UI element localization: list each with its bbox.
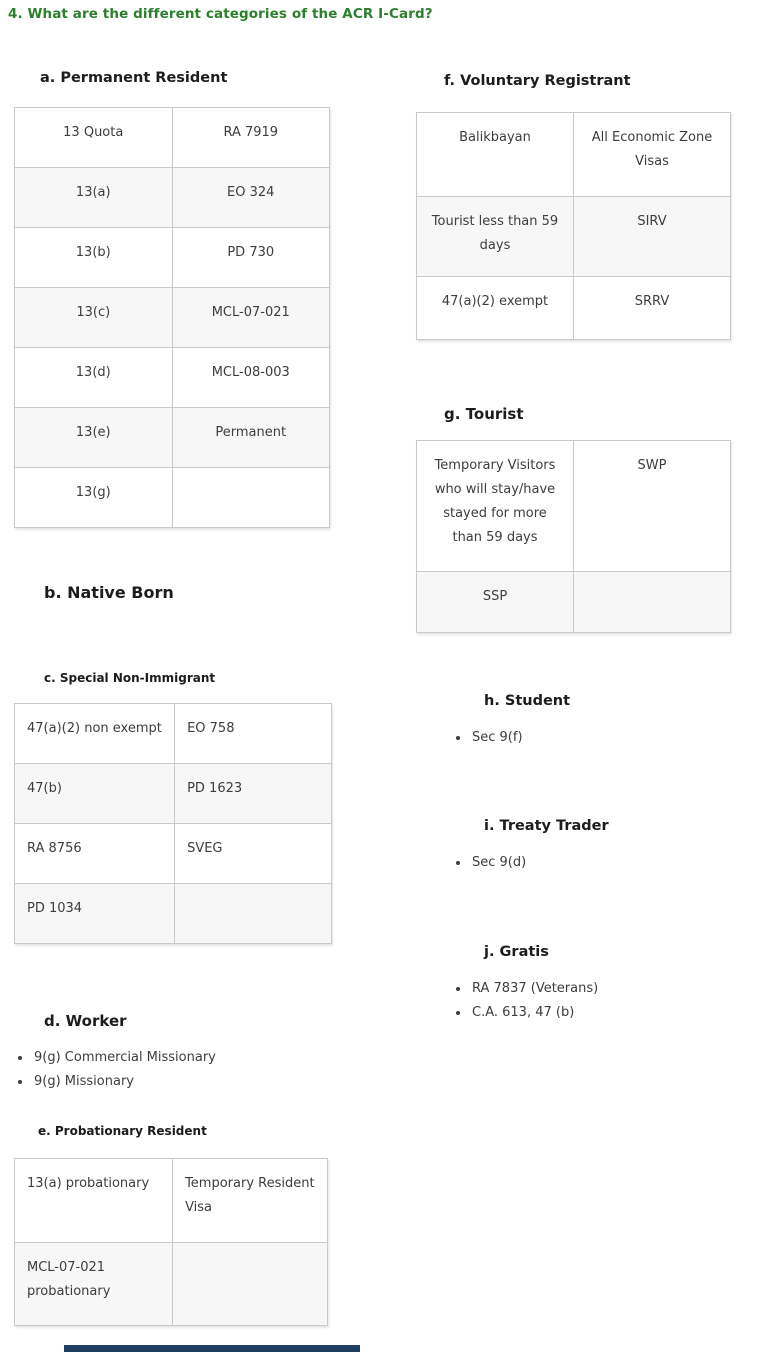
table-row (417, 277, 731, 340)
table-cell: 47(b) (15, 764, 175, 824)
table-cell: RA 8756 (15, 824, 175, 884)
table-row (15, 348, 330, 408)
table-cell: 13(g) (15, 468, 173, 528)
table-row (15, 288, 330, 348)
table-row (15, 824, 332, 884)
table-cell: 13(c) (15, 288, 173, 348)
page-title: 4. What are the different categories of the ACR I-Card? (8, 6, 433, 22)
list-item: • Sec 9(d) (470, 851, 526, 875)
table-row (417, 113, 731, 197)
table-row (417, 572, 731, 633)
table-row (15, 884, 332, 944)
table-cell: Tourist less than 59 days (417, 197, 574, 277)
table-cell: PD 1623 (175, 764, 332, 824)
table-cell: 13(b) (15, 228, 173, 288)
table-row (15, 704, 332, 764)
table-cell (175, 884, 332, 944)
table-cell: Permanent (172, 408, 330, 468)
section-heading-voluntary-registrant: f. Voluntary Registrant (444, 73, 631, 89)
table-cell (574, 572, 731, 633)
table-cell: Temporary Resident Visa (173, 1159, 328, 1243)
table-cell: PD 730 (172, 228, 330, 288)
section-heading-probationary-resident: e. Probationary Resident (38, 1124, 207, 1138)
table-cell: All Economic Zone Visas (574, 113, 731, 197)
table-cell: SVEG (175, 824, 332, 884)
section-heading-worker: d. Worker (44, 1012, 127, 1030)
table-row (15, 468, 330, 528)
worker-bullet-list (14, 1046, 216, 1094)
bottom-bar (64, 1345, 360, 1352)
table-row (417, 441, 731, 572)
list-item: • 9(g) Commercial Missionary (32, 1046, 216, 1070)
table-row (15, 408, 330, 468)
table-row (15, 1243, 328, 1326)
list-item: • Sec 9(f) (470, 726, 523, 750)
table-cell: 13 Quota (15, 108, 173, 168)
section-heading-tourist: g. Tourist (444, 405, 524, 423)
table-cell: 47(a)(2) exempt (417, 277, 574, 340)
table-row (15, 168, 330, 228)
section-heading-treaty-trader: i. Treaty Trader (484, 818, 609, 834)
table-row (417, 197, 731, 277)
table-cell: EO 324 (172, 168, 330, 228)
section-heading-gratis: j. Gratis (484, 944, 549, 960)
table-cell: RA 7919 (172, 108, 330, 168)
list-item: • RA 7837 (Veterans) (470, 977, 598, 1001)
section-heading-special-non-immigrant: c. Special Non-Immigrant (44, 671, 216, 685)
table-cell: 47(a)(2) non exempt (15, 704, 175, 764)
table-cell: Temporary Visitors who will stay/have stayed for more than 59 days (417, 441, 574, 572)
voluntary-registrant-table (416, 112, 731, 340)
table-cell: 13(a) probationary (15, 1159, 173, 1243)
table-cell: SSP (417, 572, 574, 633)
table-row (15, 108, 330, 168)
table-cell: 13(a) (15, 168, 173, 228)
table-cell: SWP (574, 441, 731, 572)
gratis-bullet-list (452, 977, 598, 1025)
table-cell: MCL-07-021 probationary (15, 1243, 173, 1326)
table-cell: 13(e) (15, 408, 173, 468)
table-cell: MCL-08-003 (172, 348, 330, 408)
table-cell: PD 1034 (15, 884, 175, 944)
probationary-resident-table (14, 1158, 328, 1326)
table-cell: SRRV (574, 277, 731, 340)
table-cell: EO 758 (175, 704, 332, 764)
permanent-resident-table (14, 107, 330, 528)
list-item: • C.A. 613, 47 (b) (470, 1001, 598, 1025)
table-cell: Balikbayan (417, 113, 574, 197)
table-cell: 13(d) (15, 348, 173, 408)
treaty-trader-bullet-list (452, 851, 526, 875)
section-heading-student: h. Student (484, 693, 571, 709)
table-cell (173, 1243, 328, 1326)
table-cell: MCL-07-021 (172, 288, 330, 348)
list-item: • 9(g) Missionary (32, 1070, 216, 1094)
table-row (15, 1159, 328, 1243)
table-row (15, 764, 332, 824)
student-bullet-list (452, 726, 523, 750)
table-row (15, 228, 330, 288)
table-cell: SIRV (574, 197, 731, 277)
tourist-table (416, 440, 731, 633)
table-cell (172, 468, 330, 528)
special-non-immigrant-table (14, 703, 332, 944)
section-heading-permanent-resident: a. Permanent Resident (40, 70, 228, 86)
section-heading-native-born: b. Native Born (44, 583, 174, 602)
